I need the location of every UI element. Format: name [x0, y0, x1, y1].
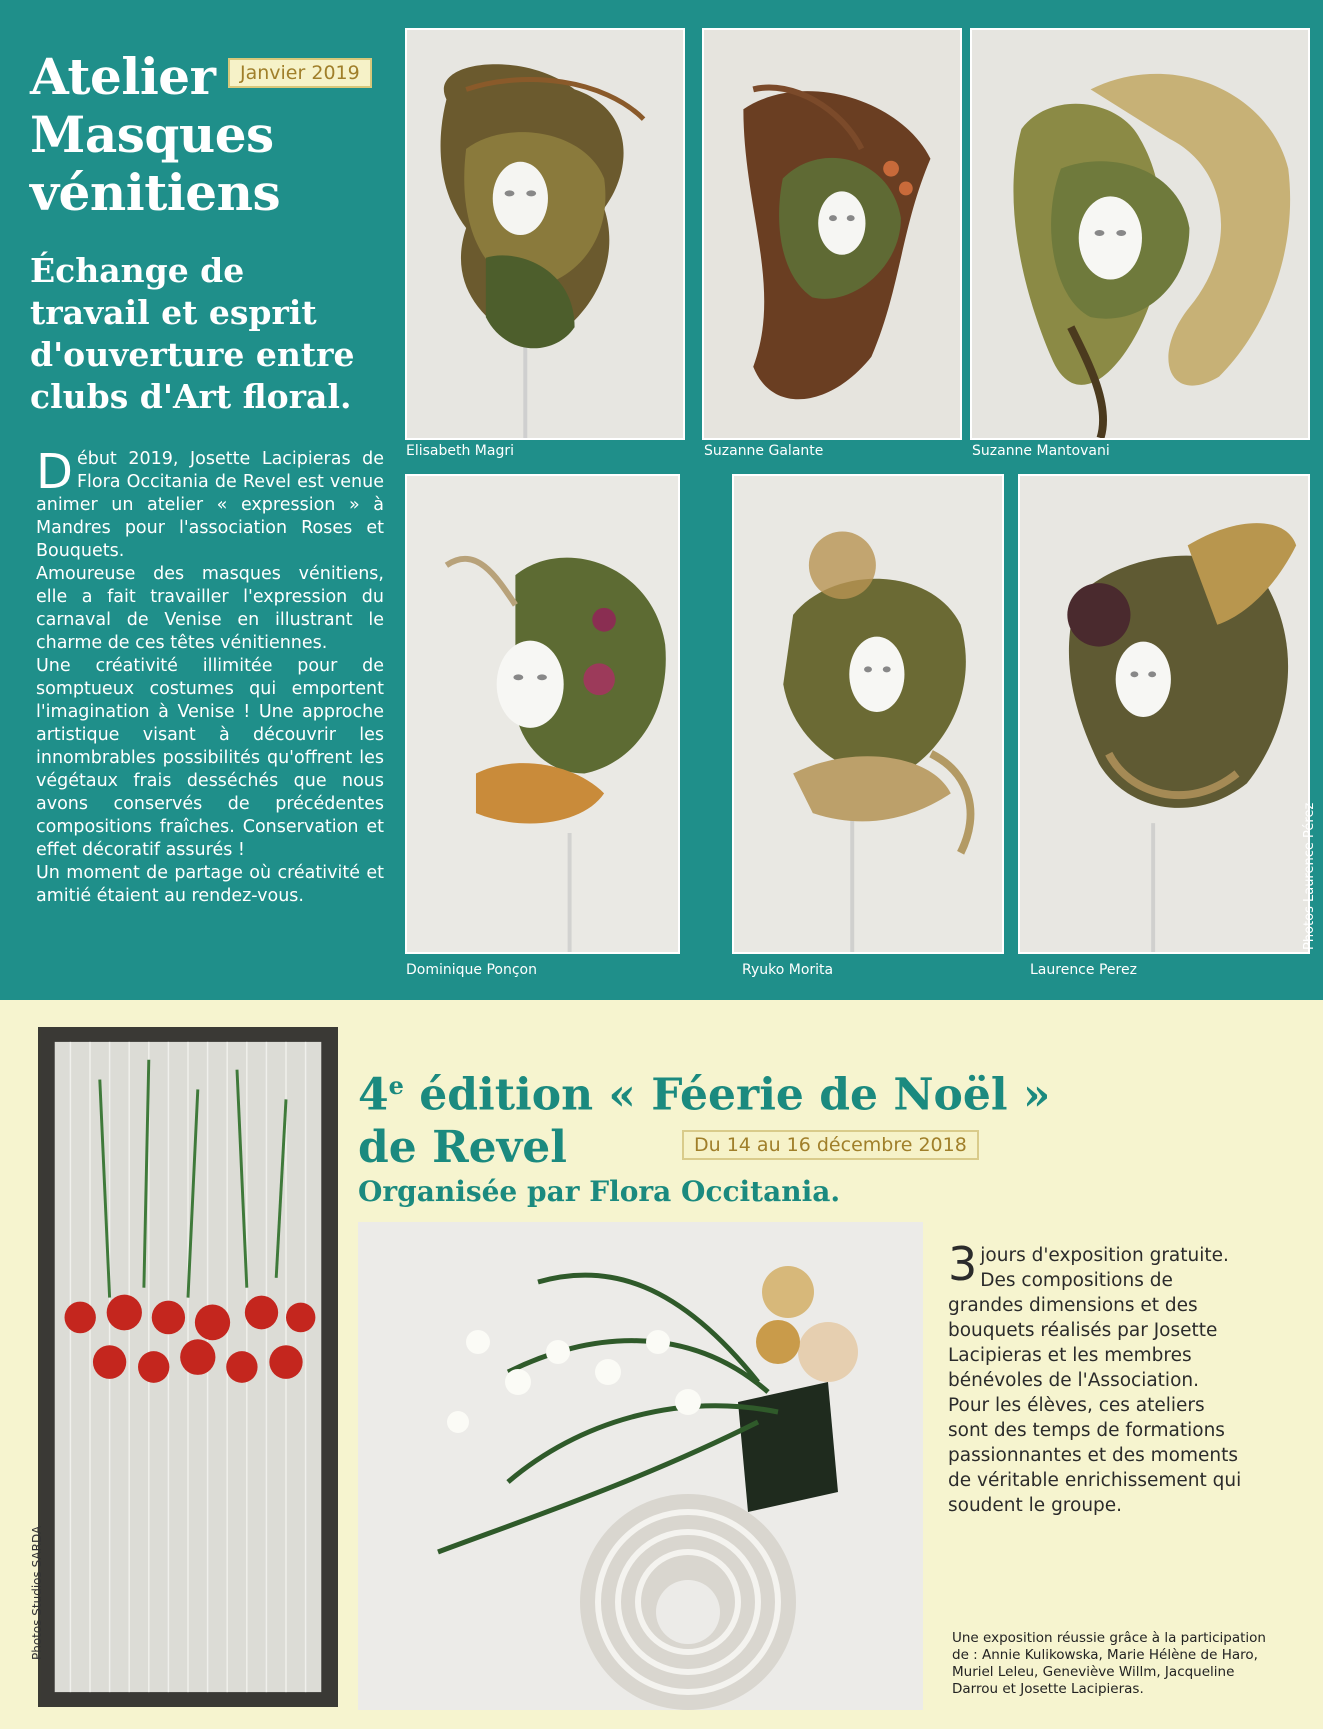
section1-title: Atelier Masques vénitiens [30, 47, 281, 222]
date-badge: Janvier 2019 [228, 58, 372, 88]
intro-text [36, 444, 384, 908]
title-ordinal: e [388, 1071, 404, 1100]
intro-paragraph-2: Amoureuse des masques vénitiens, elle a fait travailler l'expression du carnaval de Venise en illustrant le charme de ces têtes vénitiennes. [36, 564, 384, 653]
mask-photo-1 [405, 28, 685, 440]
mask-photo-3 [970, 28, 1310, 440]
photo-credit-2: Photos Studios SARDA [30, 1525, 44, 1660]
caption-2: Suzanne Galante [704, 443, 824, 459]
caption-5: Ryuko Morita [742, 962, 834, 978]
mask-photo-5 [732, 474, 1004, 954]
body-paragraph-1: jours d'exposition gratuite. Des compositions de grandes dimensions et des bouquets réalisés par Josette Lacipieras et les membres bénévoles de l'Association. [948, 1245, 1229, 1391]
caption-4: Dominique Ponçon [406, 962, 537, 978]
mask-photo-4 [405, 474, 680, 954]
body-paragraph-2: Pour les élèves, ces ateliers sont des temps de formations passionnantes et des moments de véritable enrichissement qui soudent le groupe. [948, 1395, 1242, 1516]
section2-subtitle: Organisée par Flora Occitania. [358, 1175, 841, 1208]
section1-subtitle: Échange de travail et esprit d'ouverture entre clubs d'Art floral. [30, 251, 355, 416]
intro-paragraph-4: Un moment de partage où créativité et amitié étaient au rendez-vous. [36, 863, 384, 906]
intro-paragraph-1: ébut 2019, Josette Lacipieras de Flora Occitania de Revel est venue animer un atelier « expression » à Mandres pour l'association Roses et Bouquets. [36, 449, 384, 561]
date-badge-2: Du 14 au 16 décembre 2018 [682, 1130, 979, 1160]
photo-credit-1: Photos Laurence Pérez [1302, 802, 1317, 950]
drop-cap-2: 3 [948, 1237, 978, 1291]
title-number: 4 [358, 1069, 389, 1121]
intro-paragraph-3: Une créativité illimitée pour de somptueux costumes qui emportent l'imagination à Venise ! Une approche artistique visant à découvrir les innombrables possibilités qu'offrent les végétaux frais desséchés que nous avons conservés de précédentes compositions fraîches. Conservation et effet décoratif assurés ! [36, 656, 384, 860]
caption-6: Laurence Perez [1030, 962, 1137, 978]
drop-cap: D [36, 444, 73, 500]
caption-3: Suzanne Mantovani [972, 443, 1110, 459]
section2-body [948, 1237, 1250, 1518]
participants-caption: Une exposition réussie grâce à la participation de : Annie Kulikowska, Marie Hélène de Haro, Muriel Leleu, Geneviève Willm, Jacqueline Darrou et Josette Lacipieras. [952, 1630, 1266, 1697]
caption-1: Elisabeth Magri [406, 443, 515, 459]
mask-photo-2 [702, 28, 962, 440]
christmas-arrangement-photo [358, 1222, 923, 1710]
title-line-1: édition « Féerie de Noël » [403, 1069, 1051, 1121]
curtain-arrangement-photo [38, 1027, 338, 1707]
mask-photo-6 [1018, 474, 1310, 954]
title-line-2: de Revel [358, 1121, 567, 1173]
